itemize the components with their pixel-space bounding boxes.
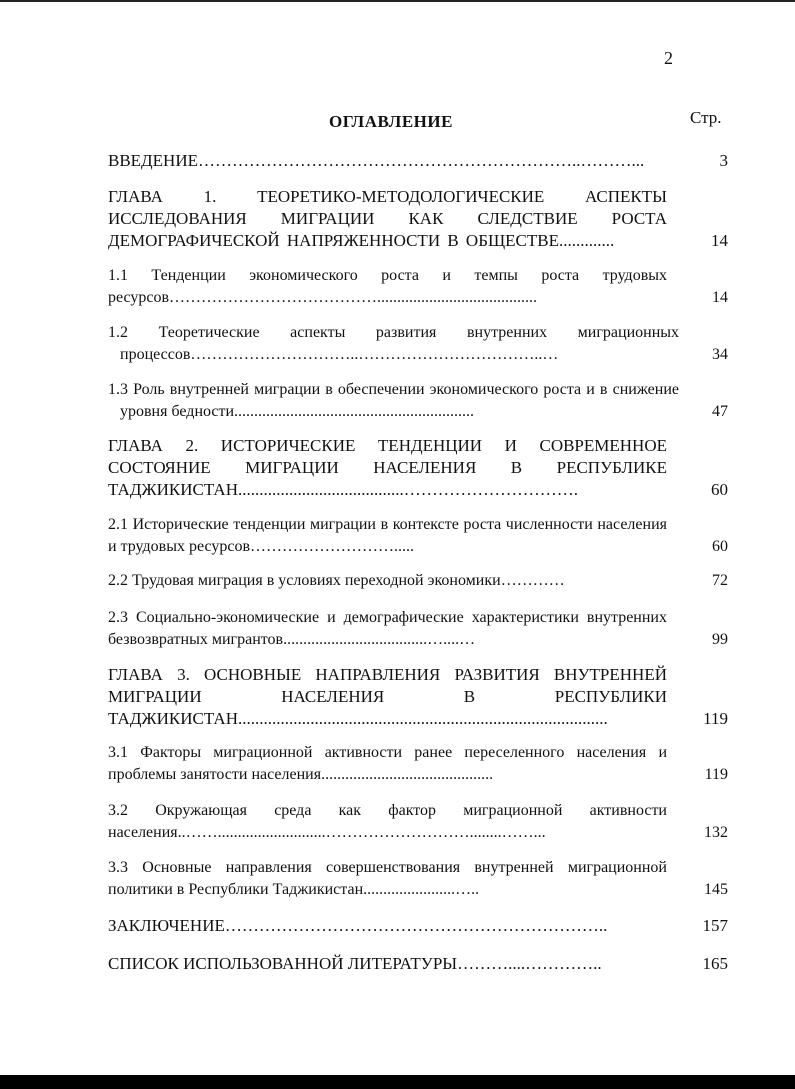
toc-entry-page: 157 — [702, 916, 728, 935]
toc-entry-page: 119 — [704, 766, 728, 783]
toc-entry-chapter-1 — [108, 186, 728, 252]
toc-entry-section-3-1 — [108, 742, 728, 786]
toc-entry-page: 99 — [712, 631, 728, 648]
toc-entry-section-1-2 — [108, 322, 728, 366]
page-column-header: Стр. — [690, 108, 722, 127]
scan-edge-top — [0, 0, 795, 2]
toc-entry-text: 2.3 Социально-экономические и демографические характеристики внутренних безвозвратных мигрантов....................................…....… — [108, 609, 667, 648]
toc-entry-text: ГЛАВА 1. ТЕОРЕТИКО-МЕТОДОЛОГИЧЕСКИЕ АСПЕКТЫ ИССЛЕДОВАНИЯ МИГРАЦИИ КАК СЛЕДСТВИЕ РОСТА ДЕМОГРАФИЧЕСКОЙ НАПРЯЖЕННОСТИ В ОБЩЕСТВЕ............. — [108, 187, 667, 250]
toc-entry-text: ГЛАВА 2. ИСТОРИЧЕСКИЕ ТЕНДЕНЦИИ И СОВРЕМЕННОЕ СОСТОЯНИЕ МИГРАЦИИ НАСЕЛЕНИЯ В РЕСПУБЛИКЕ ТАДЖИКИСТАН.......................................…………………………. — [108, 436, 667, 499]
toc-entry-text: ЗАКЛЮЧЕНИЕ………………………………………………………….. — [108, 916, 608, 935]
toc-entry-page: 132 — [704, 824, 728, 841]
toc-entry-section-2-2 — [108, 570, 728, 592]
toc-entry-chapter-3 — [108, 664, 728, 730]
toc-entry-text: 1.2 Теоретические аспекты развития внутренних миграционных процессов…………………………..……………………………..… — [108, 324, 679, 363]
toc-entry-section-1-3 — [108, 379, 728, 423]
toc-entry-page: 14 — [711, 231, 728, 250]
toc-entry-section-1-1 — [108, 265, 728, 309]
toc-entry-page: 60 — [712, 538, 728, 555]
toc-entry-text: СПИСОК ИСПОЛЬЗОВАННОЙ ЛИТЕРАТУРЫ………....………….. — [108, 954, 602, 973]
toc-entry-chapter-2 — [108, 435, 728, 501]
toc-entry-section-3-3 — [108, 857, 728, 901]
toc-entry-section-2-3 — [108, 607, 728, 651]
toc-entry-section-3-2 — [108, 800, 728, 844]
toc-entry-page: 60 — [711, 480, 728, 499]
scan-edge-bottom — [0, 1075, 795, 1089]
toc-entry-page: 3 — [719, 151, 728, 170]
toc-entry-introduction — [108, 150, 728, 172]
toc-entry-text: 2.1 Исторические тенденции миграции в контексте роста численности населения и трудовых ресурсов………………………..... — [108, 516, 667, 555]
toc-entry-text: 2.2 Трудовая миграция в условиях переходной экономики………… — [108, 572, 565, 589]
toc-entry-text: ВВЕДЕНИЕ…………………………………………………………..………... — [108, 151, 645, 170]
toc-entry-text: 1.3 Роль внутренней миграции в обеспечении экономического роста и в снижение уровня бедности............................................................ — [108, 381, 679, 420]
toc-entry-text: 3.2 Окружающая среда как фактор миграционной активности населения..……...........................………………………........……... — [108, 802, 667, 841]
toc-entry-conclusion — [108, 915, 728, 937]
toc-entry-page: 72 — [712, 572, 728, 589]
toc-entry-section-2-1 — [108, 514, 728, 558]
page-number: 2 — [664, 48, 673, 68]
toc-entry-text: 3.1 Факторы миграционной активности ранее переселенного населения и проблемы занятости населения........................................... — [108, 744, 667, 783]
toc-title: ОГЛАВЛЕНИЕ — [329, 112, 453, 131]
toc-entry-page: 165 — [702, 954, 728, 973]
toc-entry-page: 14 — [712, 289, 728, 306]
toc-entry-text: ГЛАВА 3. ОСНОВНЫЕ НАПРАВЛЕНИЯ РАЗВИТИЯ ВНУТРЕННЕЙ МИГРАЦИИ НАСЕЛЕНИЯ В РЕСПУБЛИКИ ТАДЖИКИСТАН....................................................................................... — [108, 665, 667, 728]
toc-entry-page: 119 — [703, 709, 728, 728]
toc-entry-bibliography — [108, 953, 728, 975]
toc-entry-page: 34 — [712, 346, 728, 363]
toc-entry-text: 3.3 Основные направления совершенствования внутренней миграционной политики в Республики Таджикистан.......................….. — [108, 859, 667, 898]
toc-entry-text: 1.1 Тенденции экономического роста и темпы роста трудовых ресурсов…………………………………........................................ — [108, 267, 667, 306]
toc-entry-page: 47 — [712, 403, 728, 420]
toc-entry-page: 145 — [704, 881, 728, 898]
